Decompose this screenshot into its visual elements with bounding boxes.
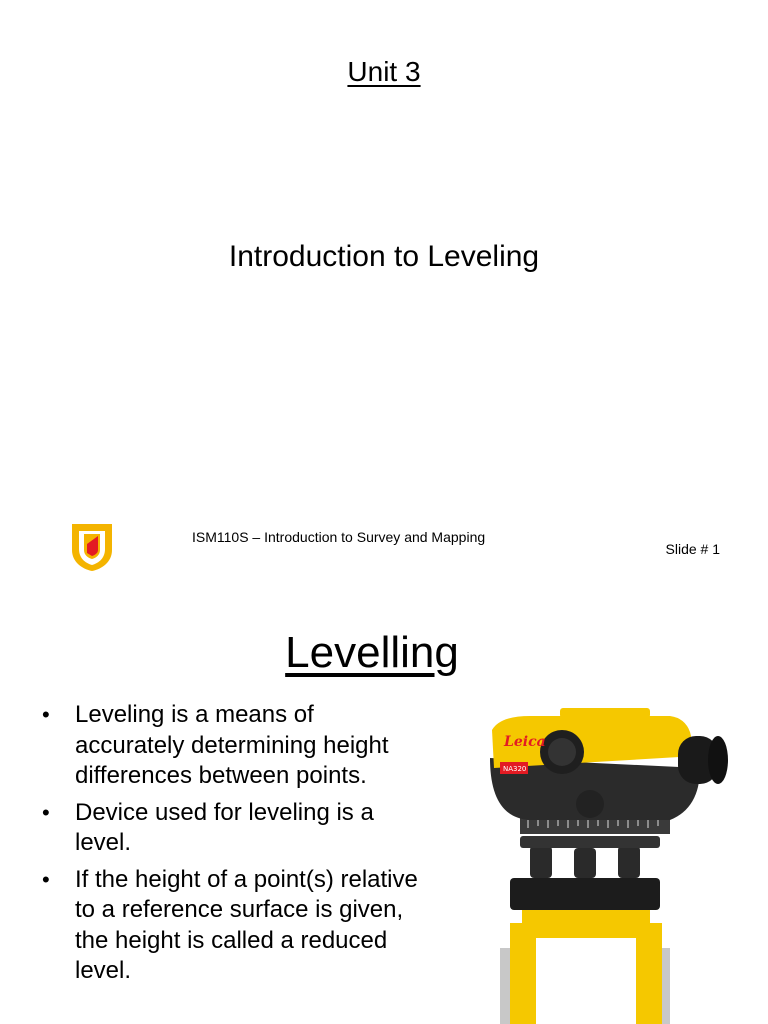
- course-footer: ISM110S – Introduction to Survey and Mapping: [192, 529, 486, 545]
- bullet-glyph: •: [42, 702, 50, 727]
- bullet-text: Leveling is a means of accurately determining height differences between points.: [75, 701, 389, 789]
- bullet-glyph: •: [42, 799, 50, 825]
- list-item: [42, 865, 422, 987]
- slide-title: Levelling: [285, 628, 459, 677]
- bullet-glyph: •: [42, 866, 50, 892]
- model-text: NA320: [503, 765, 527, 773]
- list-item: [42, 798, 422, 859]
- unit-title: Unit 3: [347, 56, 421, 87]
- bullet-text: Device used for leveling is a level.: [75, 798, 374, 856]
- auto-level-instrument-icon: [470, 708, 730, 1024]
- slide-title: Introduction to Leveling: [228, 240, 540, 273]
- bullet-list: [42, 700, 422, 993]
- slide-number: Slide # 1: [665, 541, 720, 557]
- university-shield-icon: [68, 520, 116, 572]
- levelling-slide: [0, 590, 768, 1024]
- bullet-text: If the height of a point(s) relative to a reference surface is given, the height is called a reduced level.: [75, 865, 418, 984]
- list-item: [42, 700, 422, 792]
- brand-text: Leica: [504, 734, 546, 750]
